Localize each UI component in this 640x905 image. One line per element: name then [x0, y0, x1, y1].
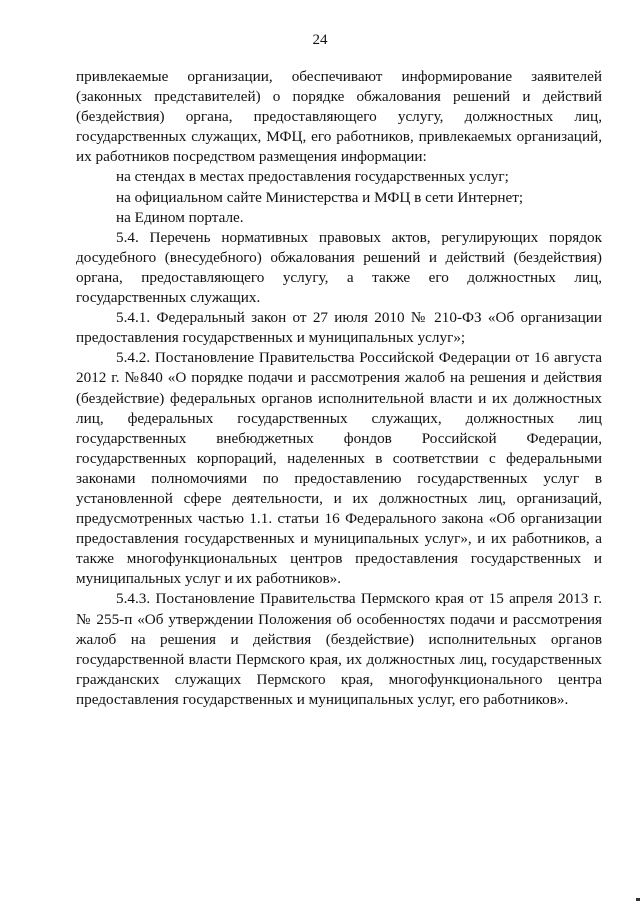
list-item-stands: на стендах в местах предоставления государственных услуг;	[116, 168, 509, 186]
paragraph-5-4-3: 5.4.3. Постановление Правительства Пермского края от 15 апреля 2013 г. № 255-п «Об утверждении Положения об особенностях подачи и рассмотрения жалоб на решения и действия (бездействие) исполнительных органов государственной власти Пермского края, их должностных лиц, государственных гражданских служащих Пермского края, многофункционального центра предоставления государственных и муниципальных услуг, его работников».	[76, 590, 602, 708]
paragraph-5-4-2: 5.4.2. Постановление Правительства Российской Федерации от 16 августа 2012 г. №840 «О порядке подачи и рассмотрения жалоб на решения и действия (бездействие) федеральных органов исполнительной власти и их должностных лиц, федеральных государственных служащих, должностных лиц государственных внебюджетных фондов Российской Федерации, государственных корпораций, наделенных в соответствии с федеральными законами полномочиями по предоставлению государственных услуг в установленной сфере деятельности, и их должностных лиц, организаций, предусмотренных частью 1.1. статьи 16 Федерального закона «Об организации предоставления государственных и муниципальных услуг», и их работников, а также многофункциональных центров предоставления государственных и муниципальных услуг и их работников».	[76, 349, 602, 588]
list-item-portal: на Едином портале.	[116, 208, 244, 226]
document-body	[76, 67, 602, 710]
page-number: 24	[312, 32, 328, 48]
paragraph-5-4: 5.4. Перечень нормативных правовых актов, регулирующих порядок досудебного (внесудебного) обжалования решений и действий (бездействия) органа, предоставляющего услугу, а также его должностных лиц, государственных служащих.	[76, 228, 602, 307]
paragraph-5-4-1: 5.4.1. Федеральный закон от 27 июля 2010 № 210-ФЗ «Об организации предоставления государственных и муниципальных услуг»;	[76, 309, 602, 347]
scan-artifact	[636, 898, 640, 901]
list-item-website: на официальном сайте Министерства и МФЦ в сети Интернет;	[116, 188, 524, 206]
paragraph-intro: привлекаемые организации, обеспечивают информирование заявителей (законных представителей) о порядке обжалования решений и действий (бездействия) органа, предоставляющего услугу, должностных лиц, государственных служащих, МФЦ, его работников, привлекаемых организаций, их работников посредством размещения информации:	[76, 68, 602, 166]
